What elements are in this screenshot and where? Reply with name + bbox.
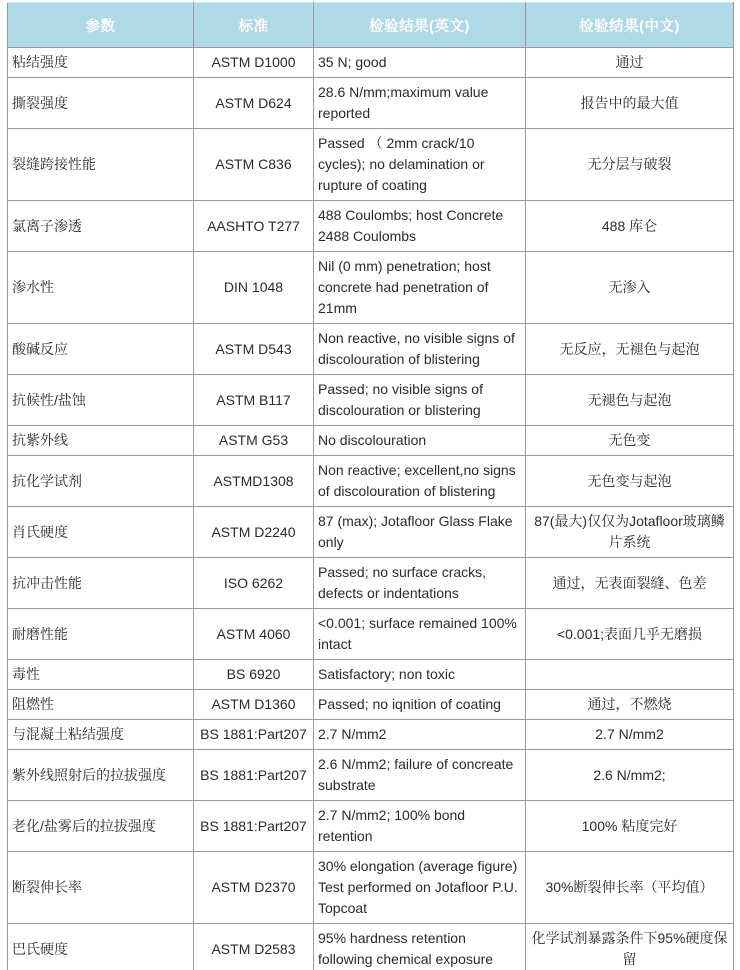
result-zh-cell: 报告中的最大值 — [526, 78, 734, 129]
table-row — [8, 660, 734, 690]
result-en-cell: Passed （ 2mm crack/10 cycles); no delamination or rupture of coating — [314, 129, 526, 201]
standard-cell: ASTM D624 — [194, 78, 314, 129]
result-en-cell: Satisfactory; non toxic — [314, 660, 526, 690]
table-header — [8, 3, 734, 48]
param-cell: 粘结强度 — [8, 48, 194, 78]
test-results-table — [7, 2, 734, 970]
standard-cell: BS 1881:Part207 — [194, 801, 314, 852]
standard-cell: ASTM D1360 — [194, 690, 314, 720]
header-row — [8, 3, 734, 48]
result-zh-cell: 无反应，无褪色与起泡 — [526, 324, 734, 375]
param-cell: 抗紫外线 — [8, 426, 194, 456]
param-cell: 裂缝跨接性能 — [8, 129, 194, 201]
standard-cell: ASTM C836 — [194, 129, 314, 201]
result-en-cell: Passed; no iqnition of coating — [314, 690, 526, 720]
standard-cell: ASTMD1308 — [194, 456, 314, 507]
table-row — [8, 924, 734, 970]
table-row — [8, 375, 734, 426]
table-row — [8, 201, 734, 252]
table-row — [8, 720, 734, 750]
result-zh-cell: 无色变与起泡 — [526, 456, 734, 507]
result-en-cell: Passed; no visible signs of discolouration or blistering — [314, 375, 526, 426]
standard-cell: ASTM D543 — [194, 324, 314, 375]
standard-cell: AASHTO T277 — [194, 201, 314, 252]
result-zh-cell: 通过 — [526, 48, 734, 78]
param-cell: 酸碱反应 — [8, 324, 194, 375]
param-cell: 与混凝土粘结强度 — [8, 720, 194, 750]
standard-cell: DIN 1048 — [194, 252, 314, 324]
standard-cell: ASTM G53 — [194, 426, 314, 456]
param-cell: 老化/盐雾后的拉拔强度 — [8, 801, 194, 852]
result-zh-cell: 无渗入 — [526, 252, 734, 324]
standard-cell: ASTM D2583 — [194, 924, 314, 970]
standard-cell: BS 1881:Part207 — [194, 720, 314, 750]
standard-cell: ASTM B117 — [194, 375, 314, 426]
result-zh-cell: 30%断裂伸长率（平均值） — [526, 852, 734, 924]
standard-cell: ISO 6262 — [194, 558, 314, 609]
result-zh-cell: 2.7 N/mm2 — [526, 720, 734, 750]
result-en-cell: 28.6 N/mm;maximum value reported — [314, 78, 526, 129]
table-row — [8, 609, 734, 660]
table-row — [8, 456, 734, 507]
standard-cell: ASTM 4060 — [194, 609, 314, 660]
header-cell-result-en: 检验结果(英文) — [314, 3, 526, 48]
table-row — [8, 558, 734, 609]
result-en-cell: 2.7 N/mm2; 100% bond retention — [314, 801, 526, 852]
table-row — [8, 801, 734, 852]
table-row — [8, 690, 734, 720]
param-cell: 肖氏硬度 — [8, 507, 194, 558]
param-cell: 阻燃性 — [8, 690, 194, 720]
table-body — [8, 48, 734, 970]
result-zh-cell: 100% 粘度完好 — [526, 801, 734, 852]
result-en-cell: 95% hardness retention following chemical exposure — [314, 924, 526, 970]
table-row — [8, 426, 734, 456]
param-cell: 撕裂强度 — [8, 78, 194, 129]
result-en-cell: No discolouration — [314, 426, 526, 456]
result-zh-cell: 无分层与破裂 — [526, 129, 734, 201]
param-cell: 抗候性/盐蚀 — [8, 375, 194, 426]
param-cell: 渗水性 — [8, 252, 194, 324]
result-zh-cell — [526, 660, 734, 690]
result-zh-cell: 2.6 N/mm2; — [526, 750, 734, 801]
result-zh-cell: 化学试剂暴露条件下95%硬度保留 — [526, 924, 734, 970]
table-row — [8, 252, 734, 324]
table-row — [8, 78, 734, 129]
standard-cell: BS 6920 — [194, 660, 314, 690]
result-en-cell: 2.7 N/mm2 — [314, 720, 526, 750]
header-cell-param: 参数 — [8, 3, 194, 48]
result-en-cell: 87 (max); Jotafloor Glass Flake only — [314, 507, 526, 558]
param-cell: 紫外线照射后的拉拔强度 — [8, 750, 194, 801]
standard-cell: ASTM D1000 — [194, 48, 314, 78]
result-en-cell: Passed; no surface cracks, defects or indentations — [314, 558, 526, 609]
result-en-cell: 488 Coulombs; host Concrete 2488 Coulombs — [314, 201, 526, 252]
table-row — [8, 750, 734, 801]
standard-cell: ASTM D2240 — [194, 507, 314, 558]
test-results-table-container — [7, 2, 733, 970]
result-en-cell: 2.6 N/mm2; failure of concreate substrate — [314, 750, 526, 801]
header-cell-standard: 标准 — [194, 3, 314, 48]
result-zh-cell: 通过，无表面裂缝、色差 — [526, 558, 734, 609]
result-zh-cell: <0.001;表面几乎无磨损 — [526, 609, 734, 660]
result-en-cell: 30% elongation (average figure) Test performed on Jotafloor P.U. Topcoat — [314, 852, 526, 924]
table-row — [8, 852, 734, 924]
result-en-cell: Nil (0 mm) penetration; host concrete had penetration of 21mm — [314, 252, 526, 324]
param-cell: 巴氏硬度 — [8, 924, 194, 970]
header-cell-result-zh: 检验结果(中文) — [526, 3, 734, 48]
result-zh-cell: 无褪色与起泡 — [526, 375, 734, 426]
result-zh-cell: 无色变 — [526, 426, 734, 456]
standard-cell: ASTM D2370 — [194, 852, 314, 924]
result-zh-cell: 488 库仑 — [526, 201, 734, 252]
table-row — [8, 324, 734, 375]
param-cell: 氯离子渗透 — [8, 201, 194, 252]
result-en-cell: 35 N; good — [314, 48, 526, 78]
result-en-cell: <0.001; surface remained 100% intact — [314, 609, 526, 660]
result-en-cell: Non reactive, no visible signs of discolouration of blistering — [314, 324, 526, 375]
standard-cell: BS 1881:Part207 — [194, 750, 314, 801]
result-en-cell: Non reactive; excellent,no signs of discolouration of blistering — [314, 456, 526, 507]
param-cell: 抗冲击性能 — [8, 558, 194, 609]
param-cell: 毒性 — [8, 660, 194, 690]
result-zh-cell: 87(最大)仅仅为Jotafloor玻璃鳞片系统 — [526, 507, 734, 558]
param-cell: 耐磨性能 — [8, 609, 194, 660]
param-cell: 断裂伸长率 — [8, 852, 194, 924]
result-zh-cell: 通过，不燃烧 — [526, 690, 734, 720]
table-row — [8, 48, 734, 78]
table-row — [8, 507, 734, 558]
table-row — [8, 129, 734, 201]
param-cell: 抗化学试剂 — [8, 456, 194, 507]
